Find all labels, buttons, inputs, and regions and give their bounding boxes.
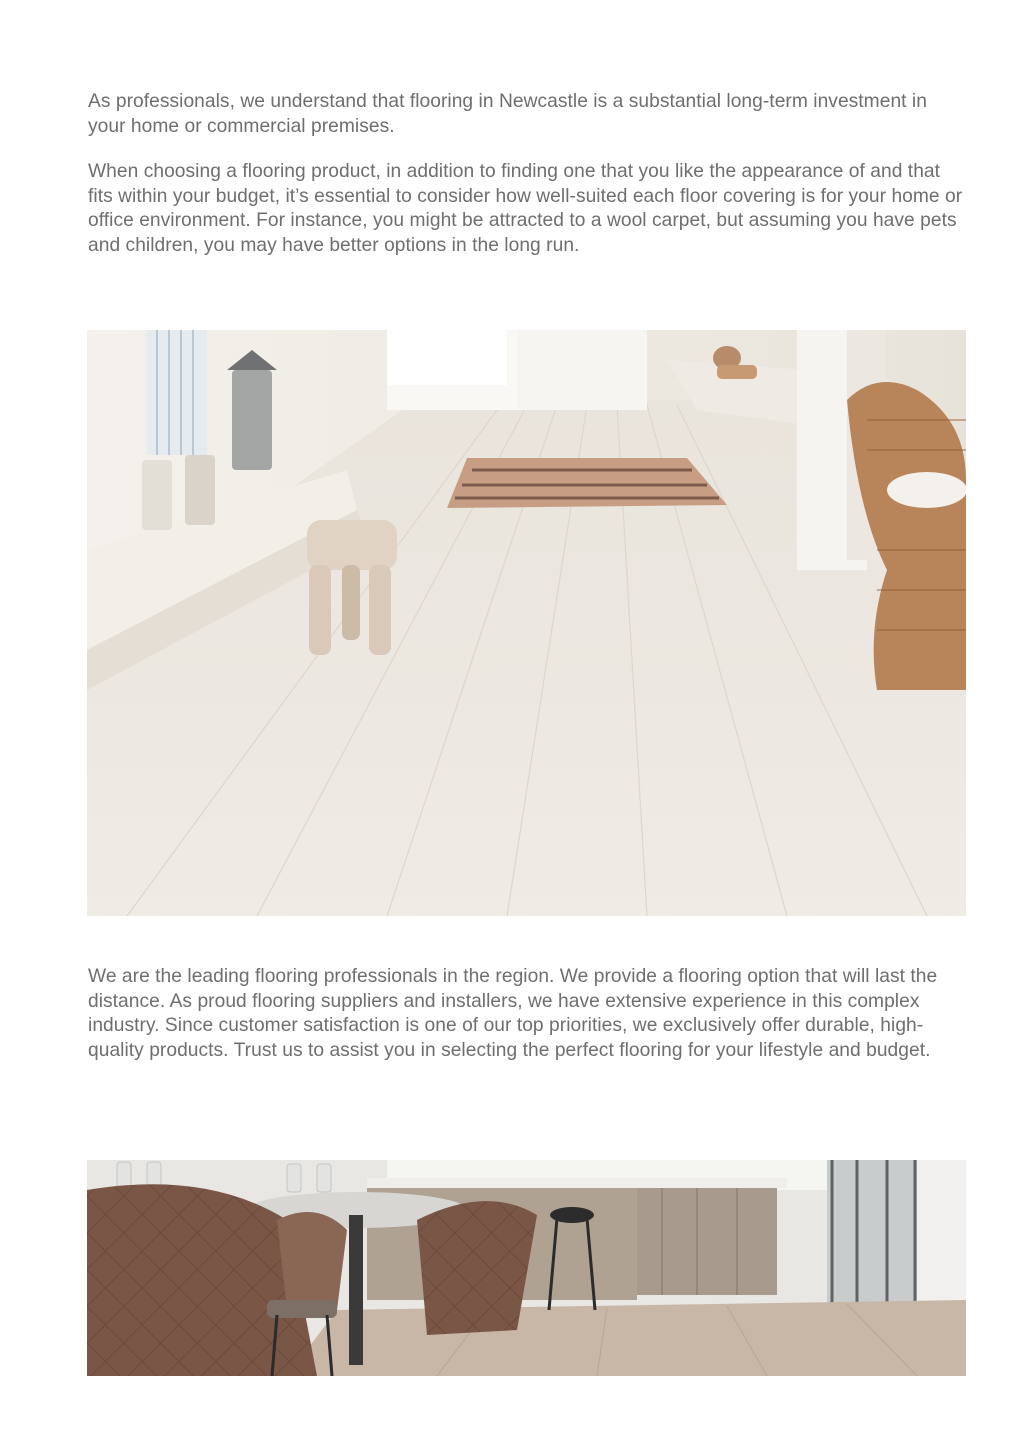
- leading-professionals-paragraph: We are the leading flooring professionals in the region. We provide a flooring option that will last the distance. As proud flooring suppliers and installers, we have extensive experience in this complex industry. Since customer satisfaction is one of our top priorities, we exclusively offer durable, high-quality products. Trust us to assist you in selecting the perfect flooring for your lifestyle and budget.: [88, 966, 938, 1061]
- intro-paragraph: As professionals, we understand that flooring in Newcastle is a substantial long-term investment in your home or commercial premises.: [88, 91, 927, 137]
- choosing-flooring-paragraph: When choosing a flooring product, in addition to finding one that you like the appearance of and that fits within your budget, it’s essential to consider how well-suited each floor covering is for your home or office environment. For instance, you might be attracted to a wool carpet, but assuming you have pets and children, you may have better options in the long run.: [88, 161, 963, 256]
- dining-kitchen-photo: [87, 1160, 966, 1376]
- white-floor-room-photo: [87, 330, 966, 916]
